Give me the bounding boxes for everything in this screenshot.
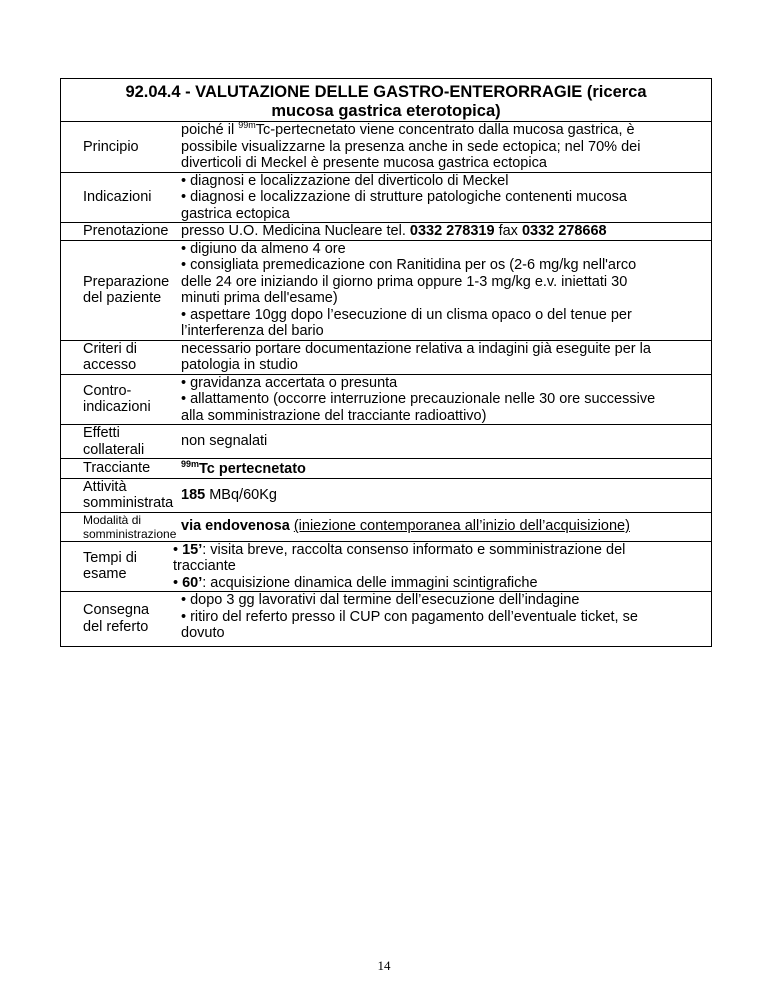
row-indicazioni (61, 173, 711, 224)
value-tempi: • 15’: visita breve, raccolta consenso informato e somministrazione del tracciante • 60’: acquisizione dinamica delle immagini scintigrafiche (171, 542, 711, 592)
value-modalita: via endovenosa (iniezione contemporanea all’inizio dell’acquisizione) (181, 518, 630, 535)
label-attivita: Attività somministrata (83, 478, 174, 511)
row-criteri (61, 341, 711, 375)
row-modalita (61, 513, 711, 542)
value-controindicazioni: • gravidanza accertata o presunta • allattamento (occorre interruzione precauzionale nelle 30 ore successive alla somministrazione del tracciante radioattivo) (171, 375, 711, 425)
phone-number: 0332 278319 (409, 223, 495, 239)
label-consegna: Consegna del referto (83, 602, 150, 635)
row-preparazione (61, 241, 711, 341)
row-attivita (61, 479, 711, 513)
label-controindicazioni: Contro- indicazioni (83, 382, 151, 416)
fax-number: 0332 278668 (521, 223, 607, 239)
page-number: 14 (377, 958, 391, 973)
row-principio (61, 122, 711, 173)
label-effetti: Effetti collaterali (83, 425, 145, 458)
value-effetti: non segnalati (181, 433, 268, 450)
procedure-title: 92.04.4 - VALUTAZIONE DELLE GASTRO-ENTERORRAGIE (ricerca mucosa gastrica eterotopica) (61, 79, 711, 122)
label-modalita: Modalità di somministrazione (83, 512, 177, 541)
row-consegna (61, 592, 711, 646)
value-indicazioni: • diagnosi e localizzazione del diverticolo di Meckel • diagnosi e localizzazione di strutture patologiche contenenti mucosa gastrica ectopica (171, 173, 711, 223)
row-effetti (61, 425, 711, 459)
value-attivita: 185 MBq/60Kg (181, 486, 277, 503)
value-criteri: necessario portare documentazione relativa a indagini già eseguite per la patologia in studio (181, 340, 651, 373)
row-tracciante (61, 459, 711, 479)
row-tempi (61, 542, 711, 593)
label-indicazioni: Indicazioni (83, 189, 152, 205)
label-principio: Principio (83, 138, 139, 155)
procedure-table (60, 78, 712, 647)
label-tempi: Tempi di esame (83, 549, 137, 583)
value-principio: poiché il $^{99m}$Tc-pertecnetato viene concentrato dalla mucosa gastrica, è possibile visualizzarne la presenza anche in sede ectopica; nel 70% dei diverticoli di Meckel è presente mucosa gastrica ectopica (181, 120, 641, 171)
label-prenotazione: Prenotazione (83, 223, 169, 239)
value-consegna: • dopo 3 gg lavorativi dal termine dell’esecuzione dell’indagine • ritiro del referto presso il CUP con pagamento dell’eventuale ticket, se dovuto (171, 592, 711, 646)
value-prenotazione: presso U.O. Medicina Nucleare tel. 0332 278319 fax 0332 278668 (181, 223, 607, 239)
value-tracciante: $^{99m}$Tc pertecnetato (181, 459, 306, 477)
value-preparazione: • digiuno da almeno 4 ore • consigliata premedicazione con Ranitidina per os (2-6 mg/kg nell'arco delle 24 ore iniziando il giorno prima oppure 1-3 mg/kg e.v. iniettati 30 minuti prima dell'esame) • aspettare 10gg dopo l’esecuzione di un clisma opaco o del tenue per l’interferenza del bario (171, 241, 711, 340)
row-controindicazioni (61, 375, 711, 426)
label-criteri: Criteri di accesso (83, 340, 137, 373)
row-prenotazione (61, 223, 711, 241)
label-tracciante: Tracciante (83, 460, 151, 476)
label-preparazione: Preparazione del paziente (83, 273, 170, 306)
